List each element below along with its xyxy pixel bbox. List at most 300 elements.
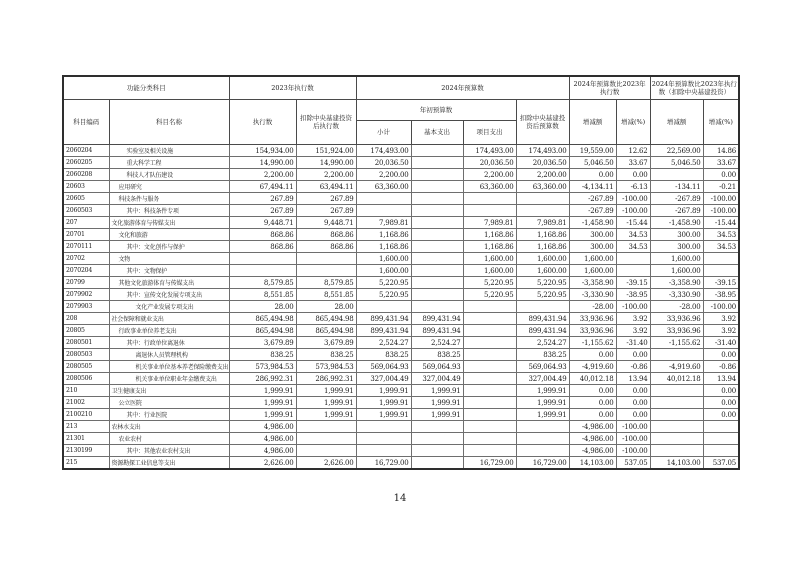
delta-amount-net: 1,600.00 [650,265,703,277]
budget-subtotal [356,421,411,433]
project-expense: 63,360.00 [463,181,516,193]
table-row [63,229,739,241]
header-basic-expense: 基本支出 [411,121,463,145]
budget-net: 838.25 [516,349,569,361]
budget-net: 1,168.86 [516,229,569,241]
basic-expense: 838.25 [411,349,463,361]
exec-2023-net: 865,494.98 [296,313,356,325]
delta-pct-net: 34.53 [703,229,739,241]
budget-net: 1,999.91 [516,385,569,397]
budget-subtotal: 899,431.94 [356,313,411,325]
delta-pct: 0.00 [616,397,650,409]
budget-subtotal: 16,729.00 [356,457,411,470]
delta-pct-net [703,421,739,433]
table-row [63,445,739,457]
delta-pct-net: 0.00 [703,397,739,409]
budget-net: 1,999.91 [516,409,569,421]
delta-pct-net: 3.92 [703,313,739,325]
budget-subtotal: 2,524.27 [356,337,411,349]
basic-expense [411,193,463,205]
subject-code: 2060205 [63,157,109,169]
exec-2023-net: 267.89 [296,193,356,205]
page-number: 14 [393,493,407,504]
basic-expense: 1,999.91 [411,385,463,397]
subject-name: 其中：行政单位离退休 [109,337,229,349]
subject-code: 215 [63,457,109,470]
delta-amount-net [650,433,703,445]
delta-pct-net: 14.86 [703,145,739,157]
project-expense: 1,168.86 [463,241,516,253]
budget-net: 5,220.95 [516,277,569,289]
delta-amount-net: -4,919.60 [650,361,703,373]
basic-expense [411,445,463,457]
delta-amount: -1,458.90 [569,217,616,229]
budget-subtotal: 2,200.00 [356,169,411,181]
header-delta-pct: 增减(%) [616,100,650,145]
project-expense [463,205,516,217]
budget-net: 5,220.95 [516,289,569,301]
subject-name: 文化和旅游 [109,229,229,241]
project-expense [463,193,516,205]
delta-amount: -4,986.00 [569,421,616,433]
subject-name: 其中：科技条件专项 [109,205,229,217]
delta-amount: 300.00 [569,229,616,241]
subject-name: 其中：文化创作与保护 [109,241,229,253]
delta-amount: 1,600.00 [569,265,616,277]
budget-subtotal: 1,999.91 [356,385,411,397]
delta-amount: 5,046.50 [569,157,616,169]
exec-2023: 1,999.91 [229,397,296,409]
project-expense [463,349,516,361]
subject-name: 文化旅游体育与传媒支出 [109,217,229,229]
table-row [63,145,739,157]
delta-amount-net: 33,936.96 [650,325,703,337]
table-row [63,253,739,265]
table-row [63,313,739,325]
project-expense [463,433,516,445]
project-expense [463,385,516,397]
delta-pct: 13.94 [616,373,650,385]
table-row [63,205,739,217]
subject-name: 其中：宣传文化发展专项支出 [109,289,229,301]
delta-pct-net: -39.15 [703,277,739,289]
table-row [63,385,739,397]
basic-expense: 899,431.94 [411,313,463,325]
budget-subtotal: 899,431.94 [356,325,411,337]
table-row [63,457,739,470]
delta-amount: -3,330.90 [569,289,616,301]
delta-pct: -0.86 [616,361,650,373]
exec-2023: 2,200.00 [229,169,296,181]
basic-expense: 327,004.49 [411,373,463,385]
subject-code: 2079902 [63,289,109,301]
header-subtotal: 小计 [356,121,411,145]
header-delta-amount: 增减额 [569,100,616,145]
delta-amount: -4,986.00 [569,433,616,445]
delta-pct: -100.00 [616,433,650,445]
header-func-class: 功能分类科目 [63,76,229,100]
table-row [63,181,739,193]
header-cmp-net: 2024年预算数比2023年执行数（扣除中央基建投资） [650,76,739,100]
basic-expense [411,229,463,241]
table-row [63,169,739,181]
budget-subtotal: 5,220.95 [356,277,411,289]
exec-2023-net: 151,924.00 [296,145,356,157]
exec-2023-net: 3,679.89 [296,337,356,349]
table-row [63,193,739,205]
exec-2023: 838.25 [229,349,296,361]
budget-net: 63,360.00 [516,181,569,193]
budget-subtotal: 1,600.00 [356,253,411,265]
delta-amount-net: 300.00 [650,241,703,253]
delta-pct: 34.53 [616,241,650,253]
delta-pct-net: 13.94 [703,373,739,385]
basic-expense: 1,999.91 [411,409,463,421]
delta-pct: -100.00 [616,301,650,313]
exec-2023: 868.86 [229,229,296,241]
header-delta-pct-net: 增减(%) [703,100,739,145]
budget-subtotal: 1,600.00 [356,265,411,277]
exec-2023-net: 2,626.00 [296,457,356,470]
budget-subtotal: 569,064.93 [356,361,411,373]
subject-code: 2060204 [63,145,109,157]
table-row [63,325,739,337]
table-row [63,301,739,313]
exec-2023-net: 14,990.00 [296,157,356,169]
exec-2023-net: 1,999.91 [296,397,356,409]
delta-pct: -100.00 [616,445,650,457]
subject-code: 20702 [63,253,109,265]
header-budget-2024: 2024年预算数 [356,76,569,100]
project-expense [463,397,516,409]
subject-code: 20603 [63,181,109,193]
delta-amount: 40,012.18 [569,373,616,385]
table-body [63,145,739,470]
project-expense: 1,168.86 [463,229,516,241]
exec-2023-net: 868.86 [296,241,356,253]
header-exec: 执行数 [229,100,296,145]
project-expense: 20,036.50 [463,157,516,169]
project-expense: 5,220.95 [463,277,516,289]
subject-name: 卫生健康支出 [109,385,229,397]
exec-2023: 9,448.71 [229,217,296,229]
exec-2023-net: 63,494.11 [296,181,356,193]
subject-code: 2130199 [63,445,109,457]
exec-2023-net: 1,999.91 [296,385,356,397]
budget-net [516,193,569,205]
basic-expense [411,457,463,470]
subject-name: 其中：文物保护 [109,265,229,277]
delta-amount-net [650,169,703,181]
basic-expense: 2,524.27 [411,337,463,349]
header-exec-net: 扣除中央基建投资后执行数 [296,100,356,145]
exec-2023 [229,265,296,277]
delta-amount-net: 22,569.00 [650,145,703,157]
subject-code: 21301 [63,433,109,445]
table-row [63,289,739,301]
delta-amount-net: -3,358.90 [650,277,703,289]
delta-amount-net: -3,330.90 [650,289,703,301]
delta-amount-net: -267.89 [650,193,703,205]
delta-amount-net: -267.89 [650,205,703,217]
exec-2023-net: 865,494.98 [296,325,356,337]
delta-pct-net: 537.05 [703,457,739,470]
header-budget-net: 扣除中央基建投资后预算数 [516,100,569,145]
basic-expense [411,421,463,433]
subject-code: 2080505 [63,361,109,373]
budget-net: 7,989.81 [516,217,569,229]
budget-subtotal [356,433,411,445]
delta-pct: 34.53 [616,229,650,241]
subject-code: 2070111 [63,241,109,253]
delta-pct-net: -38.95 [703,289,739,301]
basic-expense [411,217,463,229]
exec-2023-net [296,265,356,277]
budget-net: 327,004.49 [516,373,569,385]
basic-expense [411,433,463,445]
basic-expense [411,157,463,169]
exec-2023-net [296,445,356,457]
delta-pct: -39.15 [616,277,650,289]
delta-pct: 12.62 [616,145,650,157]
budget-net: 1,600.00 [516,253,569,265]
delta-pct: -15.44 [616,217,650,229]
subject-name: 其他文化旅游体育与传媒支出 [109,277,229,289]
exec-2023: 865,494.98 [229,313,296,325]
project-expense: 5,220.95 [463,289,516,301]
basic-expense [411,289,463,301]
budget-subtotal [356,445,411,457]
delta-amount: 33,936.96 [569,313,616,325]
budget-net [516,433,569,445]
exec-2023-net [296,433,356,445]
budget-net: 899,431.94 [516,325,569,337]
table-row [63,265,739,277]
subject-name: 机关事业单位基本养老保险缴费支出 [109,361,229,373]
delta-amount: 0.00 [569,397,616,409]
delta-pct: 0.00 [616,169,650,181]
budget-subtotal: 7,989.81 [356,217,411,229]
basic-expense: 899,431.94 [411,325,463,337]
project-expense: 7,989.81 [463,217,516,229]
delta-pct-net: -0.21 [703,181,739,193]
budget-subtotal: 1,168.86 [356,229,411,241]
delta-amount-net: 5,046.50 [650,157,703,169]
project-expense: 1,600.00 [463,253,516,265]
subject-name: 农林水支出 [109,421,229,433]
delta-amount-net: 33,936.96 [650,313,703,325]
project-expense [463,421,516,433]
basic-expense [411,241,463,253]
delta-amount-net [650,409,703,421]
exec-2023: 1,999.91 [229,409,296,421]
basic-expense [411,253,463,265]
budget-net: 174,493.00 [516,145,569,157]
subject-name: 社会保障和就业支出 [109,313,229,325]
exec-2023: 4,986.00 [229,421,296,433]
header-initial-budget: 年初预算数 [356,100,516,121]
subject-name: 离退休人员管理机构 [109,349,229,361]
budget-net [516,445,569,457]
budget-subtotal: 174,493.00 [356,145,411,157]
table-row [63,157,739,169]
subject-name: 行政事业单位养老支出 [109,325,229,337]
project-expense: 1,600.00 [463,265,516,277]
delta-pct: -100.00 [616,421,650,433]
subject-code: 20605 [63,193,109,205]
exec-2023: 4,986.00 [229,433,296,445]
basic-expense [411,169,463,181]
delta-pct-net: -100.00 [703,301,739,313]
subject-code: 2080501 [63,337,109,349]
subject-code: 2060208 [63,169,109,181]
delta-pct-net: 0.00 [703,409,739,421]
delta-pct: -31.40 [616,337,650,349]
subject-code: 2100210 [63,409,109,421]
exec-2023-net: 9,448.71 [296,217,356,229]
delta-amount: 0.00 [569,385,616,397]
delta-pct: 3.92 [616,313,650,325]
budget-subtotal [356,205,411,217]
project-expense: 16,729.00 [463,457,516,470]
budget-net: 20,036.50 [516,157,569,169]
subject-name: 农业农村 [109,433,229,445]
exec-2023: 14,990.00 [229,157,296,169]
budget-net [516,205,569,217]
exec-2023: 3,679.89 [229,337,296,349]
delta-pct-net [703,253,739,265]
table-row [63,397,739,409]
header-subject-name: 科目名称 [109,100,229,145]
budget-subtotal: 5,220.95 [356,289,411,301]
exec-2023-net: 28.00 [296,301,356,313]
budget-net: 1,168.86 [516,241,569,253]
delta-amount-net: 1,600.00 [650,253,703,265]
delta-amount-net [650,421,703,433]
delta-pct [616,265,650,277]
project-expense [463,325,516,337]
exec-2023: 1,999.91 [229,385,296,397]
budget-net: 569,064.93 [516,361,569,373]
delta-pct-net: 0.00 [703,385,739,397]
budget-subtotal: 1,999.91 [356,397,411,409]
exec-2023: 67,494.11 [229,181,296,193]
delta-amount-net: -1,155.62 [650,337,703,349]
table-row [63,241,739,253]
basic-expense [411,265,463,277]
delta-pct-net: -31.40 [703,337,739,349]
table-row [63,409,739,421]
delta-amount: 0.00 [569,409,616,421]
subject-code: 20799 [63,277,109,289]
subject-code: 2080503 [63,349,109,361]
delta-amount: 0.00 [569,349,616,361]
project-expense [463,313,516,325]
exec-2023-net: 8,551.85 [296,289,356,301]
delta-amount: 300.00 [569,241,616,253]
exec-2023-net: 573,984.53 [296,361,356,373]
delta-amount: -3,358.90 [569,277,616,289]
budget-subtotal [356,193,411,205]
budget-subtotal: 838.25 [356,349,411,361]
project-expense [463,337,516,349]
delta-pct-net: 33.67 [703,157,739,169]
project-expense [463,409,516,421]
delta-amount: 14,103.00 [569,457,616,470]
delta-pct-net: -0.86 [703,361,739,373]
delta-amount-net: -28.00 [650,301,703,313]
delta-amount-net: 40,012.18 [650,373,703,385]
delta-pct [616,253,650,265]
delta-amount-net: -134.11 [650,181,703,193]
budget-subtotal [356,301,411,313]
budget-net: 899,431.94 [516,313,569,325]
subject-name: 重大科学工程 [109,157,229,169]
delta-amount: -267.89 [569,205,616,217]
delta-pct-net: -100.00 [703,193,739,205]
exec-2023: 154,934.00 [229,145,296,157]
subject-code: 21002 [63,397,109,409]
basic-expense [411,205,463,217]
project-expense [463,445,516,457]
delta-amount: -267.89 [569,193,616,205]
basic-expense [411,301,463,313]
table-header [63,76,739,145]
exec-2023: 286,992.31 [229,373,296,385]
exec-2023: 865,494.98 [229,325,296,337]
subject-code: 207 [63,217,109,229]
exec-2023-net: 1,999.91 [296,409,356,421]
budget-net: 2,200.00 [516,169,569,181]
delta-pct-net [703,433,739,445]
delta-amount: 33,936.96 [569,325,616,337]
basic-expense: 1,999.91 [411,397,463,409]
project-expense [463,361,516,373]
exec-2023: 573,984.53 [229,361,296,373]
basic-expense: 569,064.93 [411,361,463,373]
subject-code: 20805 [63,325,109,337]
delta-amount: 19,559.00 [569,145,616,157]
header-cmp: 2024年预算数比2023年执行数 [569,76,650,100]
subject-code: 2060503 [63,205,109,217]
subject-name: 科技条件与服务 [109,193,229,205]
table-row [63,361,739,373]
exec-2023: 8,579.85 [229,277,296,289]
delta-amount-net: 300.00 [650,229,703,241]
delta-pct-net: -15.44 [703,217,739,229]
exec-2023: 8,551.85 [229,289,296,301]
exec-2023-net: 838.25 [296,349,356,361]
table-row [63,433,739,445]
budget-net [516,301,569,313]
subject-code: 208 [63,313,109,325]
budget-net: 1,999.91 [516,397,569,409]
delta-pct-net: -100.00 [703,205,739,217]
exec-2023-net: 267.89 [296,205,356,217]
delta-amount: -4,919.60 [569,361,616,373]
delta-pct-net [703,445,739,457]
basic-expense [411,181,463,193]
delta-pct: 0.00 [616,385,650,397]
subject-name: 应用研究 [109,181,229,193]
subject-code: 2080506 [63,373,109,385]
project-expense: 2,200.00 [463,169,516,181]
subject-name: 资源勘探工业信息等支出 [109,457,229,470]
basic-expense [411,145,463,157]
header-delta-amount-net: 增减额 [650,100,703,145]
subject-name: 文化产业发展专项支出 [109,301,229,313]
delta-amount: -28.00 [569,301,616,313]
